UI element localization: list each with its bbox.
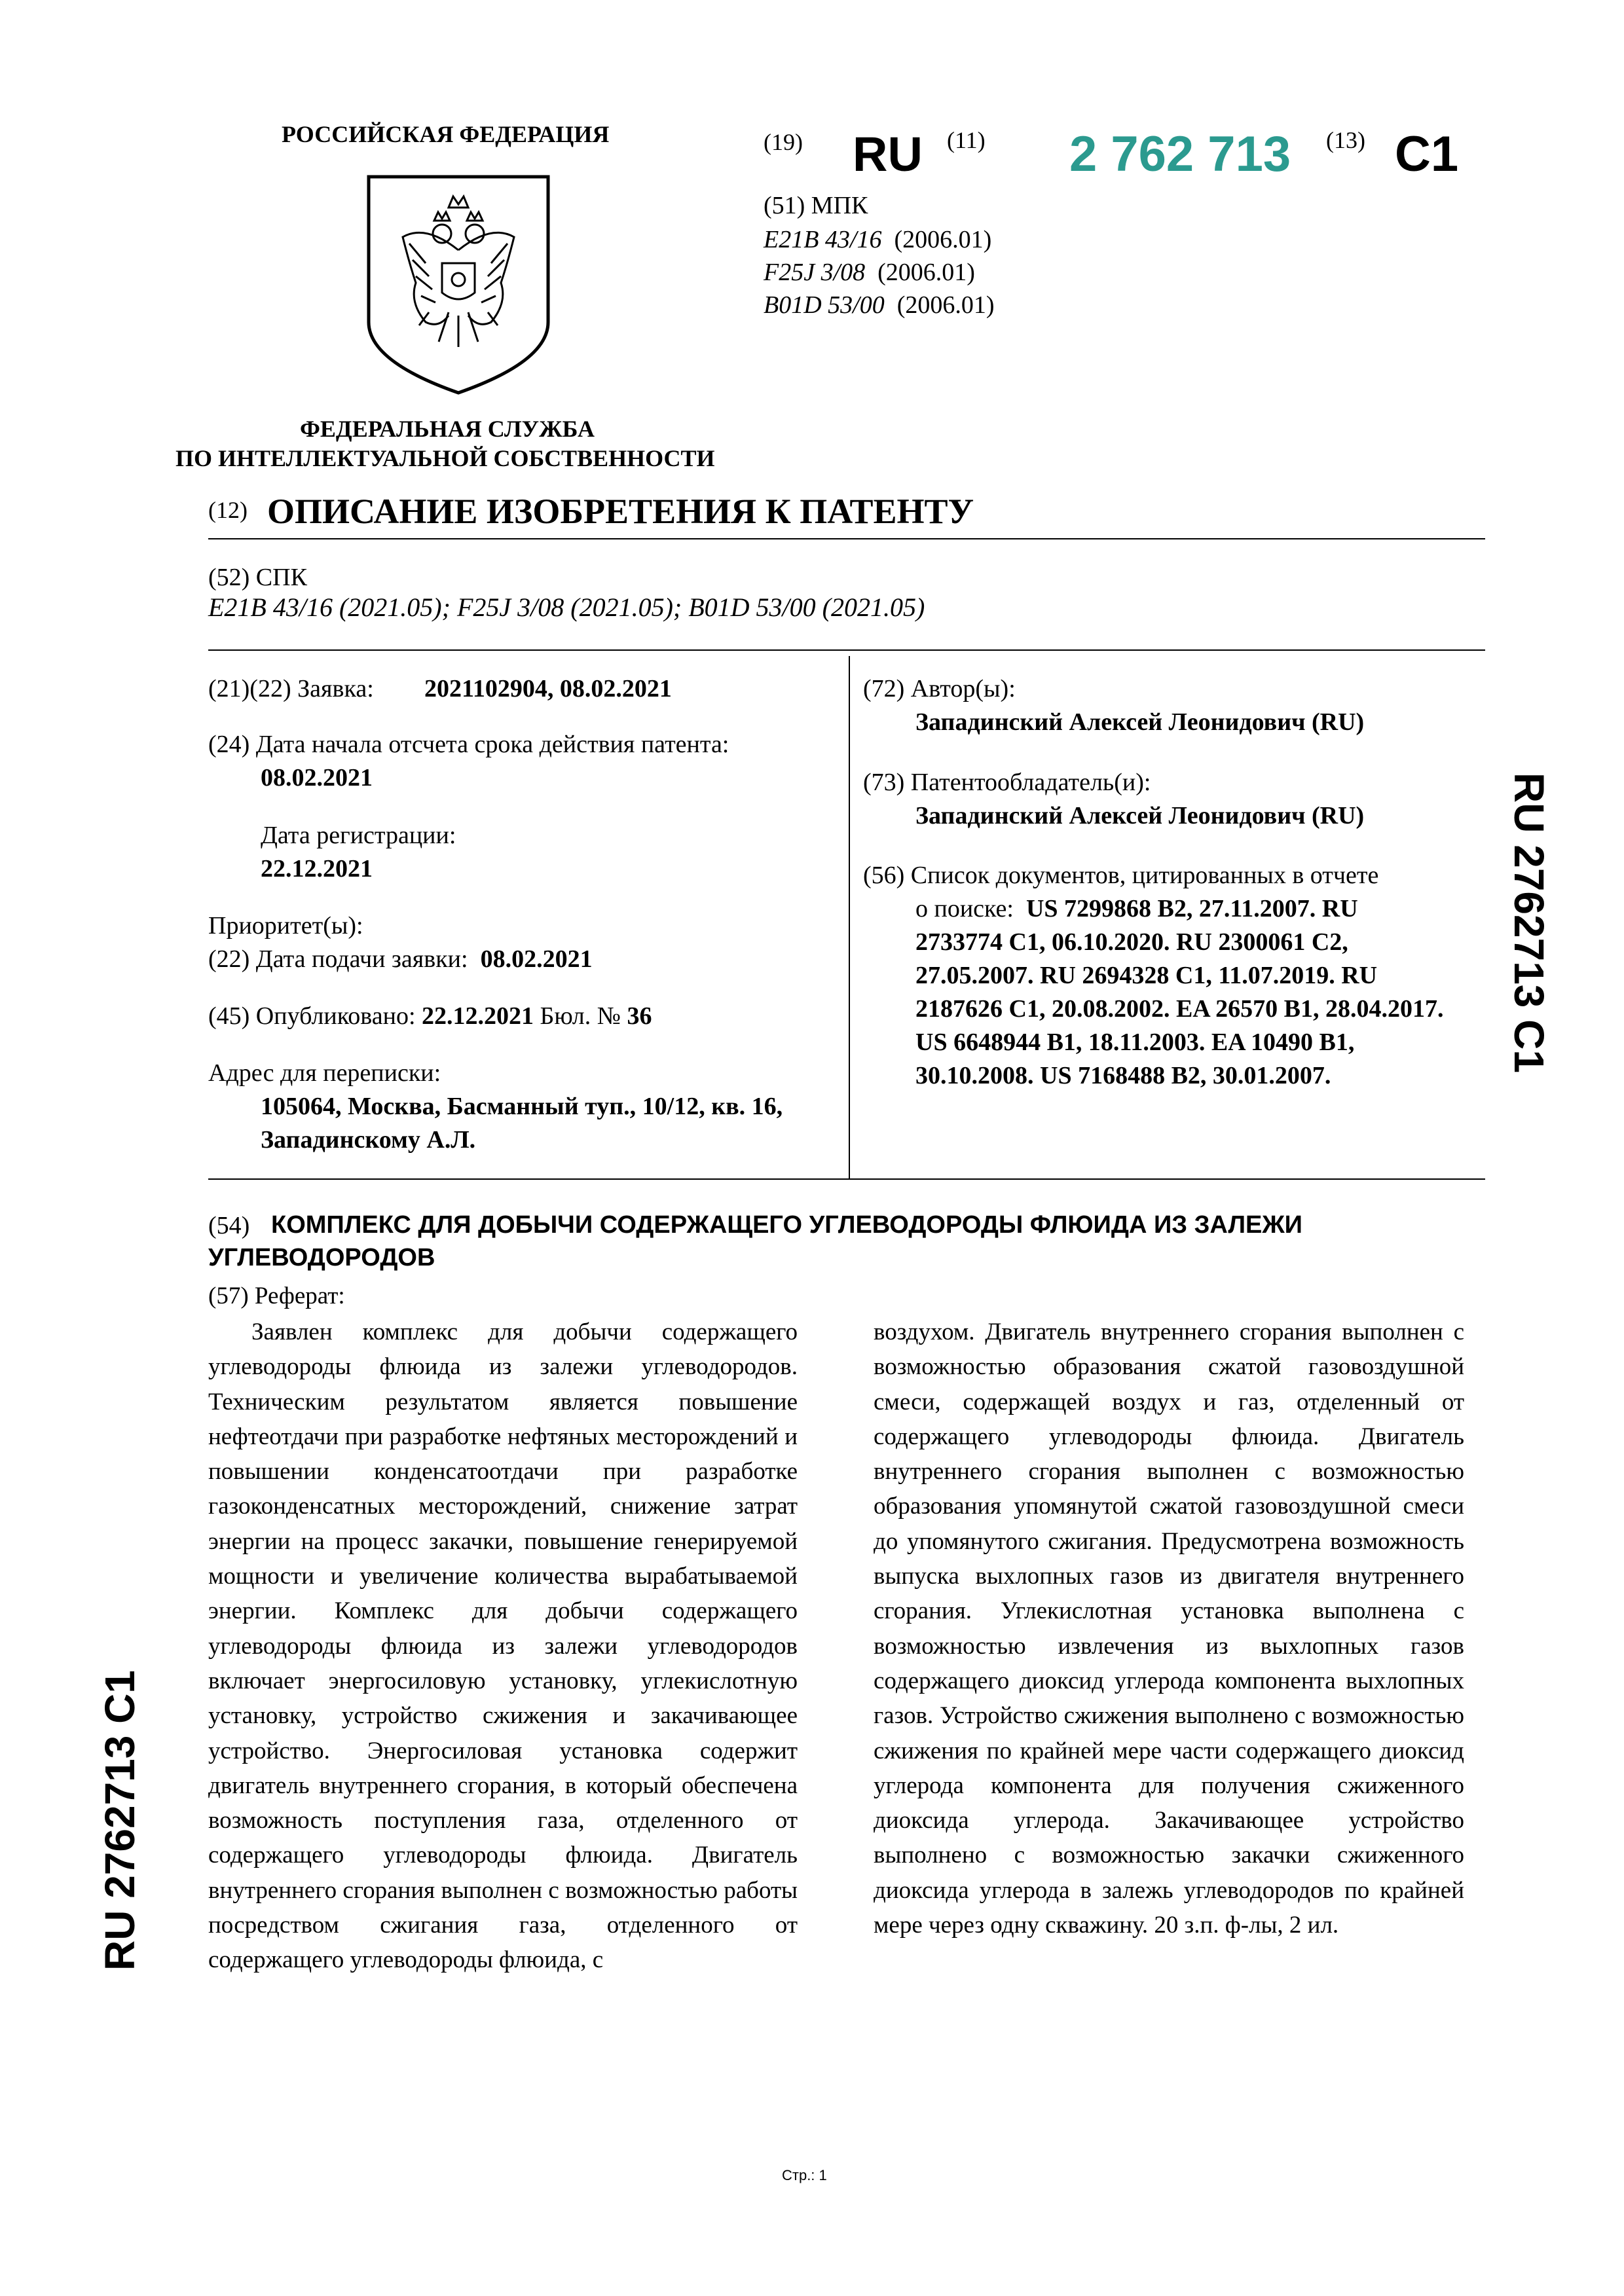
ipc-class-2 xyxy=(764,256,975,289)
divider xyxy=(208,538,1485,539)
country-code: RU xyxy=(853,127,923,181)
citation-line: 30.10.2008. US 7168488 B2, 30.01.2007. xyxy=(915,1062,1331,1089)
side-label-left: RU 2762713 C1 xyxy=(96,1670,143,1971)
code-54: (54) xyxy=(208,1212,250,1239)
ipc-version: (2006.01) xyxy=(877,259,975,286)
authors-label: (72) Автор(ы): xyxy=(863,675,1016,702)
address-line-1: 105064, Москва, Басманный туп., 10/12, кв. 16, xyxy=(261,1093,783,1120)
ipc-code: B01D 53/00 xyxy=(764,291,885,319)
bulletin-value: 36 xyxy=(627,1002,652,1030)
address-line-2: Западинскому А.Л. xyxy=(261,1126,476,1154)
cpc-line: E21B 43/16 (2021.05); F25J 3/08 (2021.05); B01D 53/00 (2021.05) xyxy=(208,592,925,622)
code-11: (11) xyxy=(947,127,986,153)
bulletin-label: Бюл. № xyxy=(540,1002,621,1030)
application-label: (21)(22) Заявка: xyxy=(208,675,374,702)
abstract-column-1: Заявлен комплекс для добычи содержащего углеводороды флюида из залежи углеводородов. Техническим результатом является повышение нефтеотдачи при разработке нефтяных месторождений и повышении конденсатоотдачи при разработке газоконденсатных месторождений, снижение затрат энергии на процесс закачки, повышение генерируемой мощности и увеличение количества вырабатываемой энергии. Комплекс для добычи содержащего углеводороды флюида из залежи углеводородов включает энергосиловую установку, углекислотную установку, устройство сжижения и закачивающее устройство. Энергосиловая установка содержит двигатель внутреннего сгорания, в который обеспечена возможность поступления газа, отделенного от содержащего углеводороды флюида. Двигатель внутреннего сгорания выполнен с возможностью работы посредством сжигания газа, отделенного от содержащего углеводороды флюида, с xyxy=(208,1319,798,1974)
ipc-version: (2006.01) xyxy=(896,291,995,319)
filing-value: 08.02.2021 xyxy=(480,945,593,973)
published-label: (45) Опубликовано: xyxy=(208,1002,416,1030)
page-number: Стр.: 1 xyxy=(782,2167,827,2183)
side-label-right: RU 2762713 C1 xyxy=(1505,773,1553,1073)
citations-label: (56) Список документов, цитированных в отчете xyxy=(863,862,1379,889)
ipc-code: F25J 3/08 xyxy=(764,259,866,286)
column-divider xyxy=(849,656,850,1178)
code-12: (12) xyxy=(208,497,248,523)
registration-label: Дата регистрации: xyxy=(261,822,456,849)
citation-line: US 7299868 B2, 27.11.2007. RU xyxy=(1025,895,1358,922)
citation-line: 2733774 C1, 06.10.2020. RU 2300061 C2, xyxy=(915,928,1348,956)
filing-row xyxy=(208,943,593,975)
ipc-class-3 xyxy=(764,289,995,321)
owners-value: Западинский Алексей Леонидович (RU) xyxy=(915,802,1365,829)
abstract-column-2: воздухом. Двигатель внутреннего сгорания выполнен с возможностью образования сжатой газовоздушной смеси, содержащей воздух и газ, отделенный от содержащего углеводороды флюида. Двигатель внутреннего сгорания выполнен с возможностью образования упомянутой сжатой газовоздушной смеси до упомянутого сжигания. Предусмотрена возможность выпуска выхлопных газов из двигателя внутреннего сгорания. Углекислотная установка выполнена с возможностью извлечения из выхлопных газов содержащего диоксид углерода компонента выхлопных газов. Устройство сжижения выполнено с возможностью сжижения по крайней мере части содержащего диоксид углерода компонента для получения сжиженного диоксида углерода. Закачивающее устройство выполнено с возможностью закачки сжиженного диоксида углерода в залежь углеводородов по крайней мере через одну скважину. 20 з.п. ф-лы, 2 ил. xyxy=(874,1319,1464,1939)
authors-value: Западинский Алексей Леонидович (RU) xyxy=(915,708,1365,736)
invention-title-line-1: КОМПЛЕКС ДЛЯ ДОБЫЧИ СОДЕРЖАЩЕГО УГЛЕВОДОРОДЫ ФЛЮИДА ИЗ ЗАЛЕЖИ xyxy=(271,1211,1302,1239)
agency-line-2: ПО ИНТЕЛЛЕКТУАЛЬНОЙ СОБСТВЕННОСТИ xyxy=(175,445,715,471)
registration-value: 22.12.2021 xyxy=(261,855,373,883)
application-value: 2021102904, 08.02.2021 xyxy=(424,675,672,702)
divider xyxy=(208,649,1485,651)
ipc-code: E21B 43/16 xyxy=(764,226,882,253)
citation-line: 2187626 C1, 20.08.2002. EA 26570 B1, 28.04.2017. xyxy=(915,995,1444,1023)
citation-line: US 6648944 B1, 18.11.2003. EA 10490 B1, xyxy=(915,1029,1355,1056)
priority-label: Приоритет(ы): xyxy=(208,912,363,939)
citations-label-2: о поиске: xyxy=(915,895,1014,922)
citations-row-1 xyxy=(915,892,1358,925)
country-name: РОССИЙСКАЯ ФЕДЕРАЦИЯ xyxy=(282,121,610,147)
document-title: ОПИСАНИЕ ИЗОБРЕТЕНИЯ К ПАТЕНТУ xyxy=(267,492,974,531)
cpc-label: (52) СПК xyxy=(208,564,307,591)
code-13: (13) xyxy=(1326,127,1365,153)
published-row xyxy=(208,1000,652,1032)
patent-number: 2 762 713 xyxy=(1069,126,1291,182)
agency-line-1: ФЕДЕРАЛЬНАЯ СЛУЖБА xyxy=(300,416,595,442)
term-start-value: 08.02.2021 xyxy=(261,764,373,792)
filing-label: (22) Дата подачи заявки: xyxy=(208,945,468,973)
abstract-label: (57) Реферат: xyxy=(208,1283,345,1309)
code-19: (19) xyxy=(764,129,803,155)
ipc-version: (2006.01) xyxy=(894,226,992,253)
kind-code: C1 xyxy=(1395,126,1459,182)
ipc-label: (51) МПК xyxy=(764,192,868,219)
term-start-label: (24) Дата начала отсчета срока действия патента: xyxy=(208,731,729,758)
published-value: 22.12.2021 xyxy=(422,1002,534,1030)
citation-line: 27.05.2007. RU 2694328 C1, 11.07.2019. RU xyxy=(915,962,1378,989)
address-label: Адрес для переписки: xyxy=(208,1059,441,1087)
ipc-class-1 xyxy=(764,223,991,256)
invention-title-line-2: УГЛЕВОДОРОДОВ xyxy=(208,1244,435,1271)
owners-label: (73) Патентообладатель(и): xyxy=(863,769,1151,796)
application-row xyxy=(208,672,374,705)
divider xyxy=(208,1178,1485,1180)
coat-of-arms-icon xyxy=(363,172,553,395)
